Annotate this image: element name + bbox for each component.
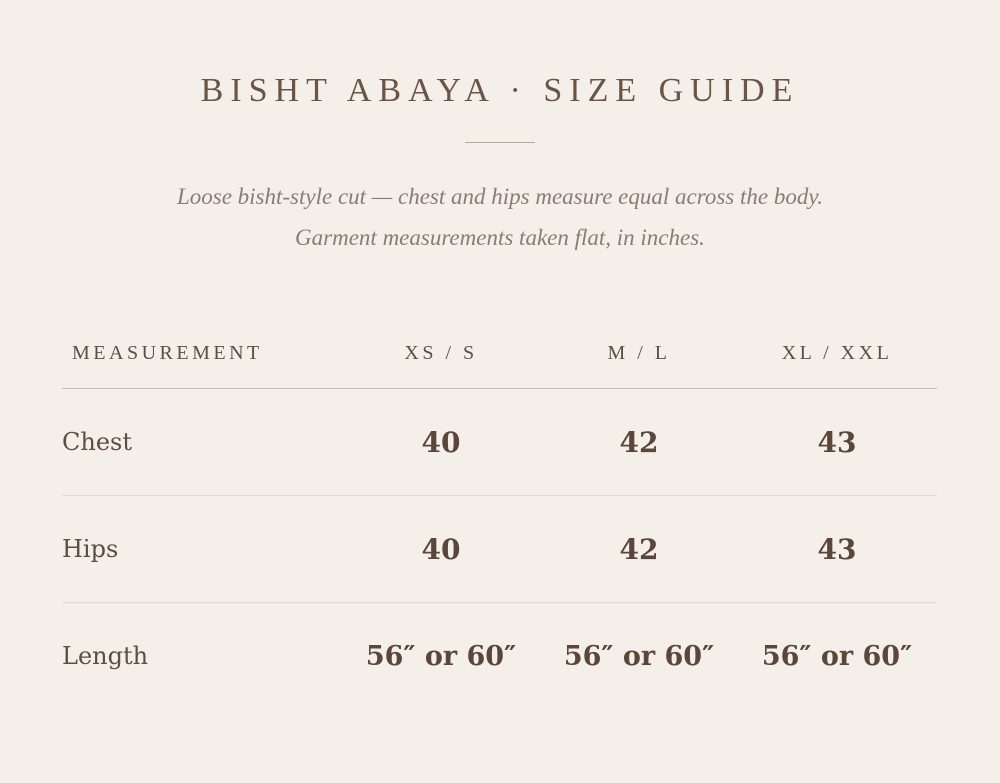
page-subtitle — [0, 176, 1000, 258]
table-cell: 40 — [421, 425, 461, 459]
row-label: Chest — [62, 428, 132, 456]
row-label: Length — [62, 642, 149, 670]
table-cell: 56″ or 60″ — [563, 640, 715, 672]
table-cell: 56″ or 60″ — [365, 640, 517, 672]
column-header-m-l: M / L — [607, 341, 671, 364]
table-row-length — [62, 603, 937, 709]
table-cell: 43 — [817, 532, 857, 566]
table-row-chest — [62, 389, 937, 496]
table-cell: 42 — [619, 532, 659, 566]
title-divider — [465, 142, 535, 143]
subtitle-line-2: Garment measurements taken flat, in inches. — [295, 225, 705, 250]
table-cell: 56″ or 60″ — [761, 640, 913, 672]
size-table — [62, 318, 937, 709]
table-row-hips — [62, 496, 937, 603]
column-header-measurement: MEASUREMENT — [72, 341, 263, 364]
row-label: Hips — [62, 535, 119, 563]
subtitle-line-1: Loose bisht-style cut — chest and hips measure equal across the body. — [176, 184, 824, 209]
column-header-xs-s: XS / S — [404, 341, 478, 364]
table-cell: 43 — [817, 425, 857, 459]
column-header-xl-xxl: XL / XXL — [781, 341, 893, 364]
table-cell: 40 — [421, 532, 461, 566]
page-title: BISHT ABAYA · SIZE GUIDE — [200, 72, 800, 109]
table-header-row — [62, 318, 937, 389]
table-cell: 42 — [619, 425, 659, 459]
